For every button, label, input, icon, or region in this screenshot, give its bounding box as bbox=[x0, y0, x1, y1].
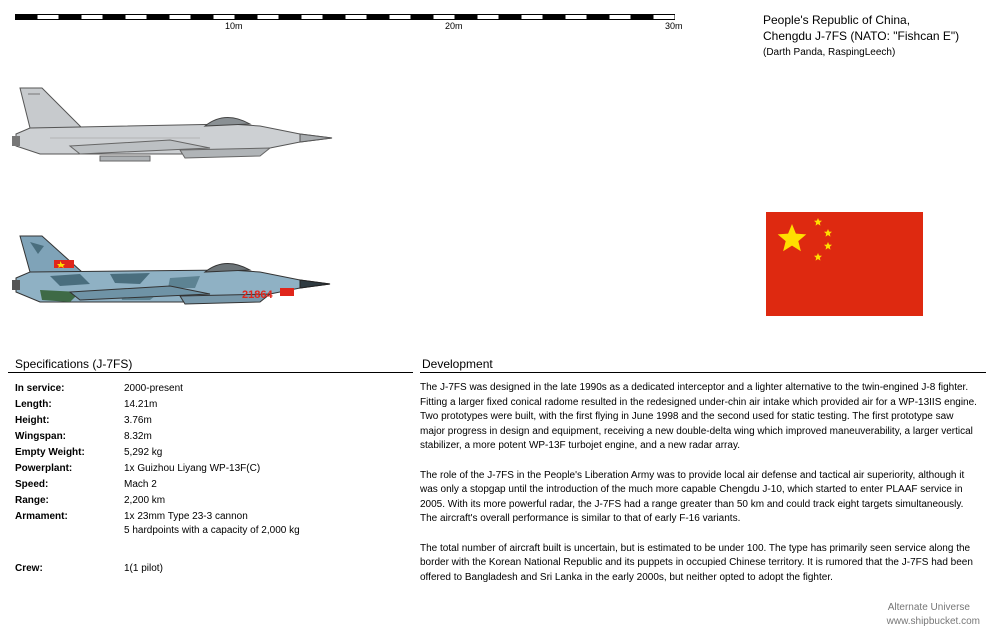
spec-key: In service: bbox=[15, 383, 65, 394]
scale-label-20m: 20m bbox=[445, 21, 463, 31]
spec-key: Empty Weight: bbox=[15, 447, 85, 458]
scale-segment bbox=[522, 15, 543, 19]
spec-value: 5 hardpoints with a capacity of 2,000 kg bbox=[124, 525, 300, 536]
development-divider bbox=[420, 372, 986, 373]
scale-label-30m: 30m bbox=[665, 21, 683, 31]
scale-segment bbox=[610, 15, 631, 19]
spec-value: 1(1 pilot) bbox=[124, 563, 163, 574]
scale-segment bbox=[258, 15, 279, 19]
spec-key: Crew: bbox=[15, 563, 43, 574]
spec-key: Speed: bbox=[15, 479, 49, 490]
spec-key: Powerplant: bbox=[15, 463, 73, 474]
spec-key: Wingspan: bbox=[15, 431, 67, 442]
development-title: Development bbox=[422, 357, 493, 371]
development-text bbox=[420, 381, 980, 600]
spec-value: 3.76m bbox=[124, 415, 152, 426]
footer-site: www.shipbucket.com bbox=[886, 616, 980, 627]
spec-key: Range: bbox=[15, 495, 49, 506]
scale-segment bbox=[478, 15, 499, 19]
aircraft-profile-grey bbox=[10, 80, 340, 170]
scale-segment bbox=[214, 15, 235, 19]
spec-value: 1x Guizhou Liyang WP-13F(C) bbox=[124, 463, 261, 474]
header-credits: (Darth Panda, RaspingLeech) bbox=[763, 47, 896, 58]
scale-segment bbox=[390, 15, 411, 19]
development-paragraph: The total number of aircraft built is uncertain, but is estimated to be under 100. The type has primarily seen service along the border with the Korean National Republic and its puppets in occupied Chinese territory. It is rumored that the J-7FS had been offered to Bangladesh and Sri Lanka in the early 2000s, but neither opted to adopt the fighter. bbox=[420, 542, 973, 583]
specs-title: Specifications (J-7FS) bbox=[15, 357, 133, 371]
scale-segment bbox=[170, 15, 191, 19]
spec-value: 14.21m bbox=[124, 399, 158, 410]
spec-value: 2000-present bbox=[124, 383, 183, 394]
scale-segment bbox=[654, 15, 675, 19]
footer-alternate-universe: Alternate Universe bbox=[887, 602, 970, 613]
development-paragraph: The role of the J-7FS in the People's Liberation Army was to provide local air defense and tactical air superiority, although it was only a stopgap until the introduction of the much more capable Chengdu J-10, which started to enter PLAAF service in 2005. With its more powerful radar, the J-7FS had a range greater than 50 km and could track eight targets simultaneously. The aircraft's overall performance is similar to that of early F-16 variants. bbox=[420, 469, 965, 525]
scale-bar bbox=[15, 14, 675, 20]
spec-key: Length: bbox=[15, 399, 52, 410]
scale-segment bbox=[38, 15, 59, 19]
header-aircraft-name: Chengdu J-7FS (NATO: "Fishcan E") bbox=[763, 29, 960, 43]
spec-key: Height: bbox=[15, 415, 50, 426]
spec-value: Mach 2 bbox=[124, 479, 157, 490]
spec-key: Armament: bbox=[15, 511, 68, 522]
scale-label-10m: 10m bbox=[225, 21, 243, 31]
china-flag bbox=[766, 212, 923, 316]
spec-value: 1x 23mm Type 23-3 cannon bbox=[124, 511, 248, 522]
specs-divider bbox=[8, 372, 413, 373]
aircraft-profile-camo bbox=[10, 228, 340, 318]
scale-segment bbox=[302, 15, 323, 19]
header-country: People's Republic of China, bbox=[763, 13, 911, 27]
spec-value: 5,292 kg bbox=[124, 447, 163, 458]
development-paragraph: The J-7FS was designed in the late 1990s as a dedicated interceptor and a lighter alternative to the twin-engined J-8 fighter. Fitting a larger fixed conical radome resulted in the redesigned under-chin air intake which provided air for a WP-13IIS engine. Two prototypes were built, with the first flying in June 1998 and the second used for static testing. The first prototype saw major progress in design and equipment, receiving a new double-delta wing which improved maneuverability, a larger vertical stabilizer, a more potent WP-13F turbojet engine, and a new radar array. bbox=[420, 382, 977, 452]
scale-segment bbox=[346, 15, 367, 19]
scale-segment bbox=[434, 15, 455, 19]
scale-segment bbox=[82, 15, 103, 19]
spec-value: 8.32m bbox=[124, 431, 152, 442]
aircraft-serial: 21864 bbox=[242, 289, 273, 301]
scale-segment bbox=[566, 15, 587, 19]
spec-value: 2,200 km bbox=[124, 495, 166, 506]
scale-segment bbox=[126, 15, 147, 19]
